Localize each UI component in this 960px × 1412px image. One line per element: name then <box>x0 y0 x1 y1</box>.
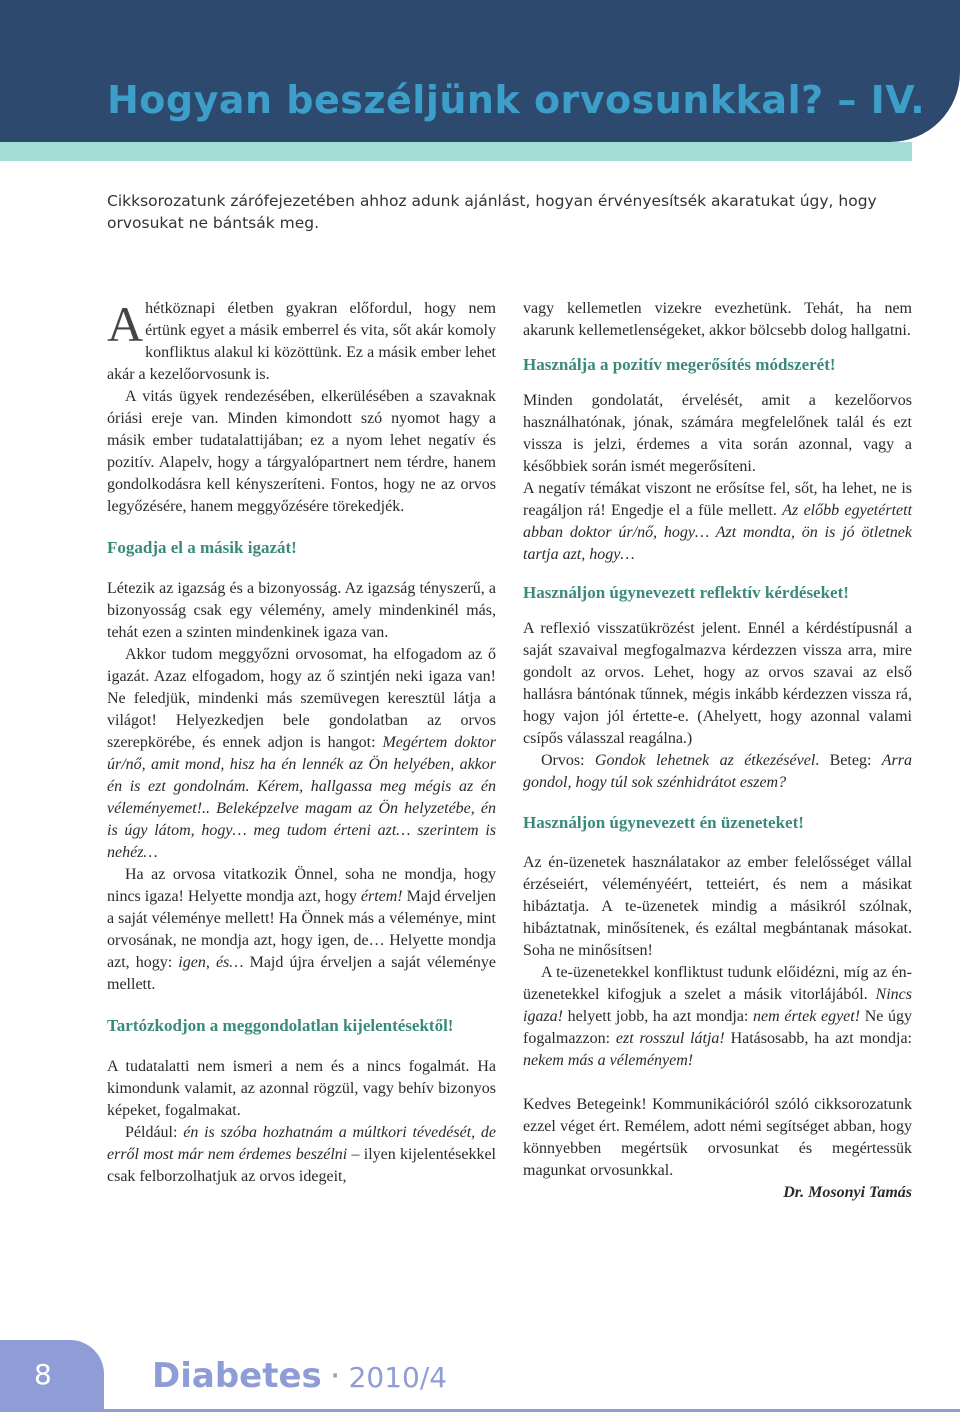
issue-number: 2010/4 <box>348 1361 448 1394</box>
header-stripe <box>0 142 912 161</box>
subheading: Fogadja el a másik igazát! <box>107 538 297 557</box>
intro-paragraph <box>107 298 496 386</box>
text-span: A te-üzenetekkel konfliktust tudunk előidézni, míg az én-üzenetekkel kifogjuk a szelet a másik vitorlájából. <box>523 964 912 1003</box>
left-column <box>107 298 496 1188</box>
text-span: Hatásosabb, ha azt mondja: <box>724 1030 912 1047</box>
quote-span: Nincs igaza! <box>523 986 912 1025</box>
paragraph <box>523 962 912 1072</box>
closing-paragraph: Kedves Betegeink! Kommunikációról szóló cikksorozatunk ezzel véget ért. Remélem, adott némi segítséget abban, hogy könnyebben megértsük orvosunkat és megértessük magunkat orvosunkkal. <box>523 1096 912 1179</box>
text-span: Majd érveljen a saját véleménye mellett! Ha Önnek más a véleménye, mint orvosának, ne mondja azt, hogy igen, de… Helyette mondja azt, hogy: <box>107 888 496 971</box>
quote-span: én is szóba hozhatnám a múltkori tévedését, de erről most már nem érdemes beszélni <box>107 1124 497 1163</box>
right-column <box>523 298 912 1204</box>
paragraph <box>107 644 496 864</box>
text-span: Ha az orvosa vitatkozik Önnel, soha ne mondja, hogy nincs igaza! Helyette mondja azt, hogy <box>107 866 496 905</box>
paragraph <box>523 750 912 794</box>
magazine-name: Diabetes <box>152 1356 322 1396</box>
page-number-tab <box>0 1340 104 1412</box>
paragraph: A vitás ügyek rendezésében, elkerülésében a szavaknak óriási ereje van. Minden kimondott szó nyomot hagy a másik ember tudatalattijában; ez a nyom lehet negatív és pozitív. Alapelv, hogy a tárgyalópartnert nem térdre, hanem gondolkodásra kell kényszeríteni. Fontos, hogy ne az orvos legyőzésére, hanem meggyőzésére törekedjék. <box>107 388 496 515</box>
subheading: Használjon úgynevezett reflektív kérdéseket! <box>523 583 849 602</box>
quote-span: Arra gondol, hogy túl sok szénhidrátot eszem? <box>523 752 912 791</box>
text-span: Majd újra érveljen a saját véleménye mellett. <box>107 954 496 993</box>
paragraph: Minden gondolatát, érvelését, amit a kezelőorvos használhatónak, jónak, számára megfelelőnek talál és ezt vissza is jelzi, érdemes a vita során azonnal, vagy a későbbiek során ismét megerősíteni. <box>523 392 912 475</box>
paragraph: A reflexió visszatükrözést jelent. Ennél a kérdéstípusnál a saját szavaival megfogalmazva kérdezzen vissza arra, mire gondolt az orvos. Lehet, hogy az orvos szavai az első hallásra bántónak tűnnek, mégis inkább kérdezzen vissza rá, hogy vajon jól értette-e. (Ahelyett, hogy azonnal valami csípős válasszal reagálna.) <box>523 620 912 747</box>
subheading: Használja a pozitív megerősítés módszerét! <box>523 355 836 374</box>
subheading: Használjon úgynevezett én üzeneteket! <box>523 813 804 832</box>
article-title: Hogyan beszéljünk orvosunkkal? – IV. <box>107 78 926 122</box>
paragraph <box>107 864 496 996</box>
drop-cap: A <box>107 296 144 352</box>
quote-span: értem! <box>360 888 403 905</box>
quote-span: Az előbb egyetértett abban doktor úr/nő, hogy… Azt mondta, ön is jó ötletnek tartja azt, hogy… <box>523 502 913 563</box>
quote-span: Megértem doktor úr/nő, amit mond, hisz ha én lennék az Ön helyében, akkor én is ezt gondolnám. Kérem, hallgassa meg mégis az én véleményemet!.. Beleképzelve magam az Ön helyzetébe, én is úgy látom, hogy… meg tudom érteni azt… szerintem is nehéz… <box>107 734 496 861</box>
intro-text: hétköznapi életben gyakran előfordul, hogy nem értünk egyet a másik emberrel és vita, sőt akár komoly konfliktus alakul ki közöttünk. Ez a másik ember lehet akár a kezelőorvosunk is. <box>107 300 496 383</box>
text-span: . Beteg: <box>815 752 882 769</box>
subheading: Tartózkodjon a meggondolatlan kijelentésektől! <box>107 1016 454 1035</box>
paragraph: Létezik az igazság és a bizonyosság. Az igazság tényszerű, a bizonyosság csak egy vélemény, amely mindenkinél más, tehát ezen a szinten mindenkinek igaza van. <box>107 580 496 641</box>
quote-span: nekem más a véleményem! <box>523 1052 694 1069</box>
page-number: 8 <box>34 1358 52 1391</box>
author-signature: Dr. Mosonyi Tamás <box>783 1184 912 1201</box>
text-span: Akkor tudom meggyőzni orvosomat, ha elfogadom az ő igazát. Azaz elfogadom, hogy az ő szintjén neki igaza van! Ne feledjük, mindenki más szemüvegen keresztül látja a világot! Helyezkedjen bele gondolatban az orvos szerepkörébe, és ennek adjon is hangot: <box>107 646 496 751</box>
lead-paragraph: Cikksorozatunk zárófejezetében ahhoz adunk ajánlást, hogyan érvényesítsék akaratukat úgy, hogy orvosukat ne bántsák meg. <box>107 192 877 232</box>
footer-separator: · <box>329 1356 341 1396</box>
text-span: – ilyen kijelentésekkel csak felborzolhatjuk az orvos idegeit, <box>107 1146 496 1185</box>
paragraph <box>523 478 912 566</box>
paragraph: A tudatalatti nem ismeri a nem és a nincs fogalmát. Ha kimondunk valamit, az azonnal rögzül, vagy behív bizonyos képeket, fogalmakat. <box>107 1058 496 1119</box>
quote-span: Gondok lehetnek az étkezésével <box>594 752 816 769</box>
magazine-footer <box>152 1356 447 1396</box>
text-span: helyett jobb, ha azt mondja: <box>563 1008 754 1025</box>
quote-span: ezt rosszul látja! <box>615 1030 725 1047</box>
text-span: Például: <box>125 1124 184 1141</box>
paragraph: vagy kellemetlen vizekre evezhetünk. Tehát, ha nem akarunk kellemetlenségeket, akkor bölcsebb dolog hallgatni. <box>523 300 912 339</box>
quote-span: nem értek egyet! <box>753 1008 861 1025</box>
paragraph <box>107 1122 496 1188</box>
text-span: Orvos: <box>541 752 595 769</box>
text-span: Ne úgy fogalmazzon: <box>523 1008 913 1047</box>
paragraph: Az én-üzenetek használatakor az ember felelősséget vállal érzéseiért, véleményéért, tetteiért, és nem a másikat hibáztatja. A te-üzenetek mindig a másikról szólnak, hibáztatnak, minősítenek, és ezáltal megbántanak másokat. Soha ne minősítsen! <box>523 854 912 959</box>
text-span: A negatív témákat viszont ne erősítse fel, sőt, ha lehet, ne is reagáljon rá! Engedje el a füle mellett. <box>523 480 912 519</box>
quote-span: igen, és… <box>178 954 244 971</box>
